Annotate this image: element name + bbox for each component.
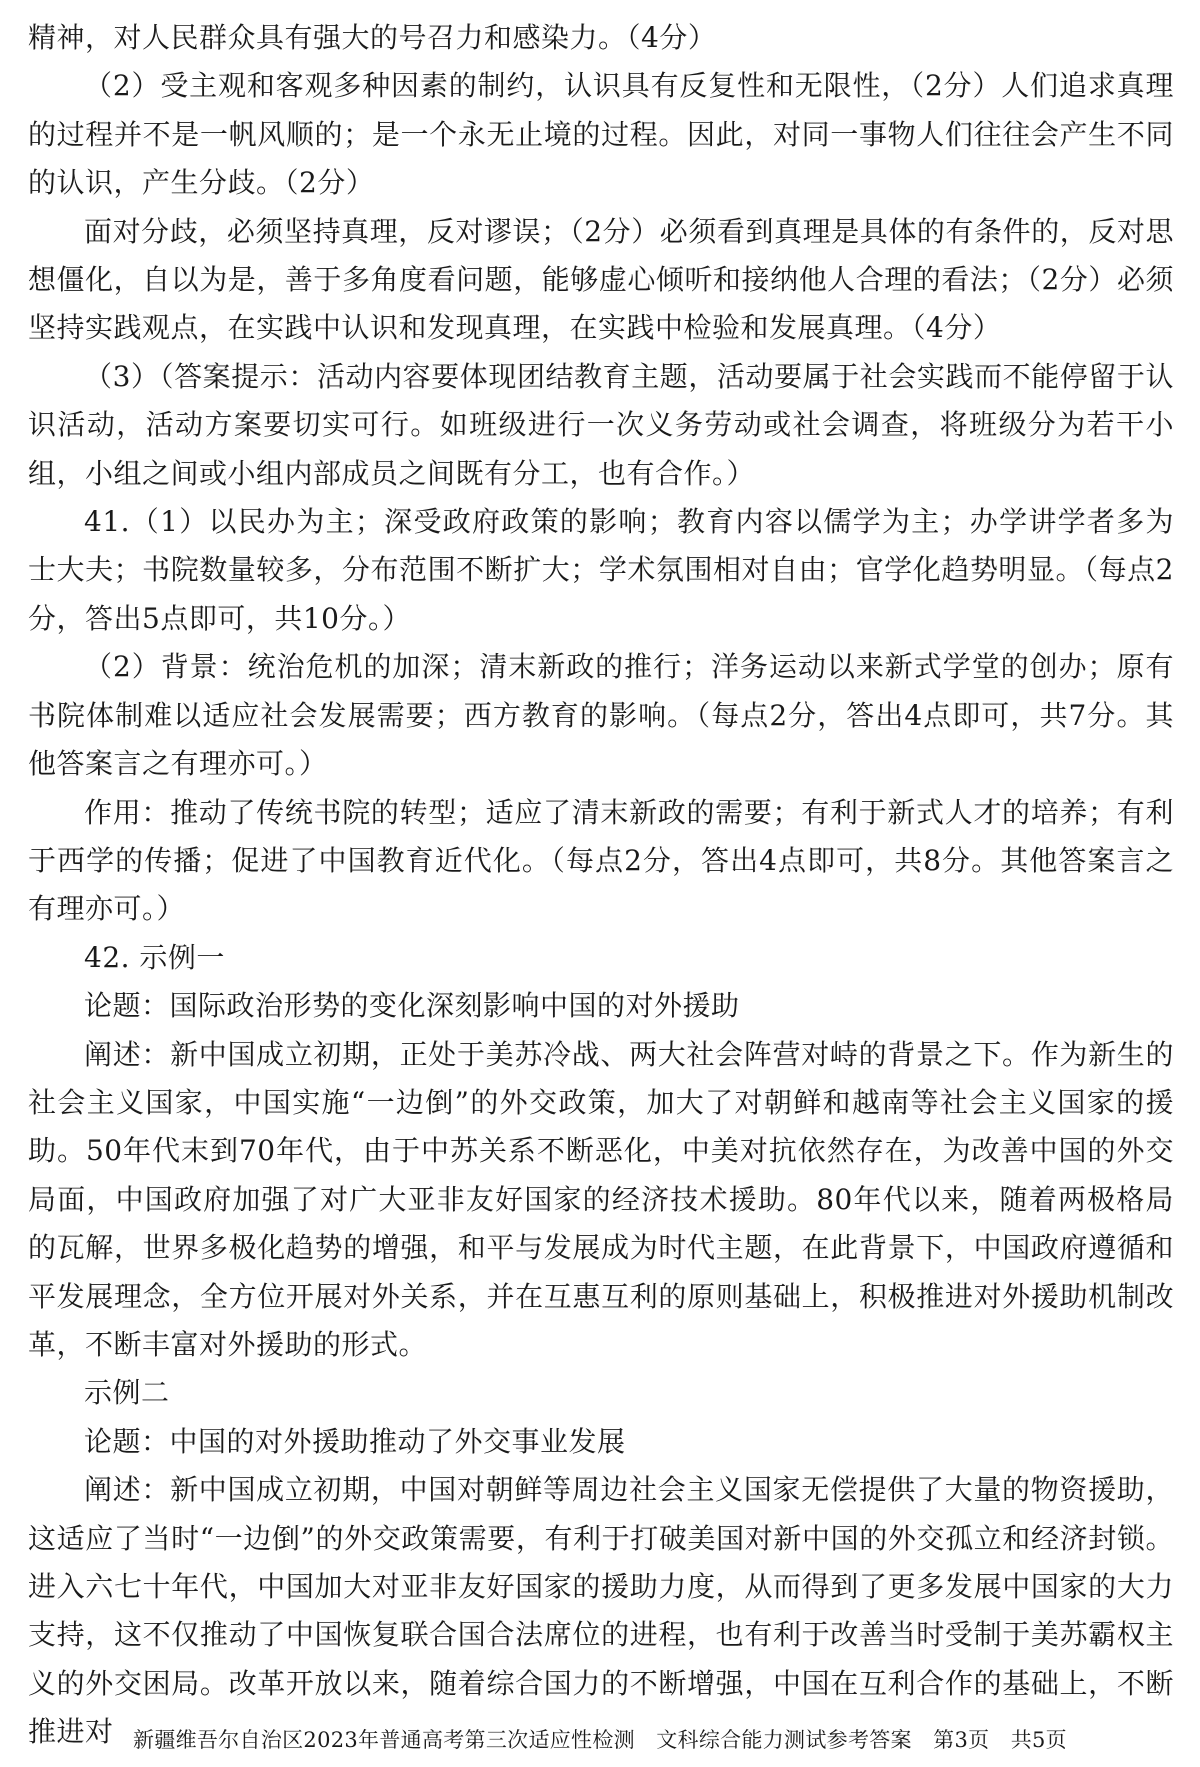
paragraph-10: 阐述：新中国成立初期，正处于美苏冷战、两大社会阵营对峙的背景之下。作为新生的社会主义国家，中国实施“一边倒”的外交政策，加大了对朝鲜和越南等社会主义国家的援助。50年代末到70年代，由于中苏关系不断恶化，中美对抗依然存在，为改善中国的外交局面，中国政府加强了对广大亚非友好国家的经济技术援助。80年代以来，随着两极格局的瓦解，世界多极化趋势的增强，和平与发展成为时代主题，在此背景下，中国政府遵循和平发展理念，全方位开展对外关系，并在互惠互利的原则基础上，积极推进对外援助机制改革，不断丰富对外援助的形式。 bbox=[28, 1037, 1174, 1361]
paragraph-11: 示例二 bbox=[84, 1376, 170, 1410]
paragraph-2: （2）受主观和客观多种因素的制约，认识具有反复性和无限性，（2分）人们追求真理的过程并不是一帆风顺的；是一个永无止境的过程。因此，对同一事物人们往往会产生不同的认识，产生分歧。（2分） bbox=[28, 69, 1174, 200]
paragraph-8: 42. 示例一 bbox=[84, 940, 225, 974]
answer-text-body bbox=[28, 14, 1174, 1757]
paragraph-6: （2）背景：统治危机的加深；清末新政的推行；洋务运动以来新式学堂的创办；原有书院体制难以适应社会发展需要；西方教育的影响。（每点2分，答出4点即可，共7分。其他答案言之有理亦可。） bbox=[28, 650, 1174, 781]
paragraph-7: 作用：推动了传统书院的转型；适应了清末新政的需要；有利于新式人才的培养；有利于西学的传播；促进了中国教育近代化。（每点2分，答出4点即可，共8分。其他答案言之有理亦可。） bbox=[28, 795, 1174, 926]
paragraph-12: 论题：中国的对外援助推动了外交事业发展 bbox=[84, 1424, 626, 1458]
paragraph-13: 阐述：新中国成立初期，中国对朝鲜等周边社会主义国家无偿提供了大量的物资援助，这适应了当时“一边倒”的外交政策需要，有利于打破美国对新中国的外交孤立和经济封锁。进入六七十年代，中国加大对亚非友好国家的援助力度，从而得到了更多发展中国家的大力支持，这不仅推动了中国恢复联合国合法席位的进程，也有利于改善当时受制于美苏霸权主义的外交困局。改革开放以来，随着综合国力的不断增强，中国在互利合作的基础上，不断推进对 bbox=[28, 1473, 1174, 1749]
paragraph-4: （3）（答案提示：活动内容要体现团结教育主题，活动要属于社会实践而不能停留于认识活动，活动方案要切实可行。如班级进行一次义务劳动或社会调查，将班级分为若干小组，小组之间或小组内部成员之间既有分工，也有合作。） bbox=[28, 359, 1174, 490]
page-footer: 新疆维吾尔自治区2023年普通高考第三次适应性检测 文科综合能力测试参考答案 第3页 共5页 bbox=[133, 1728, 1067, 1752]
paragraph-3: 面对分歧，必须坚持真理，反对谬误；（2分）必须看到真理是具体的有条件的，反对思想僵化，自以为是，善于多角度看问题，能够虚心倾听和接纳他人合理的看法；（2分）必须坚持实践观点，在实践中认识和发现真理，在实践中检验和发展真理。（4分） bbox=[28, 214, 1174, 345]
paragraph-1: 精神，对人民群众具有强大的号召力和感染力。（4分） bbox=[28, 21, 717, 54]
paragraph-9: 论题：国际政治形势的变化深刻影响中国的对外援助 bbox=[84, 989, 740, 1023]
paragraph-5: 41.（1）以民办为主；深受政府政策的影响；教育内容以儒学为主；办学讲学者多为士大夫；书院数量较多，分布范围不断扩大；学术氛围相对自由；官学化趋势明显。（每点2分，答出5点即可，共10分。） bbox=[28, 505, 1174, 635]
